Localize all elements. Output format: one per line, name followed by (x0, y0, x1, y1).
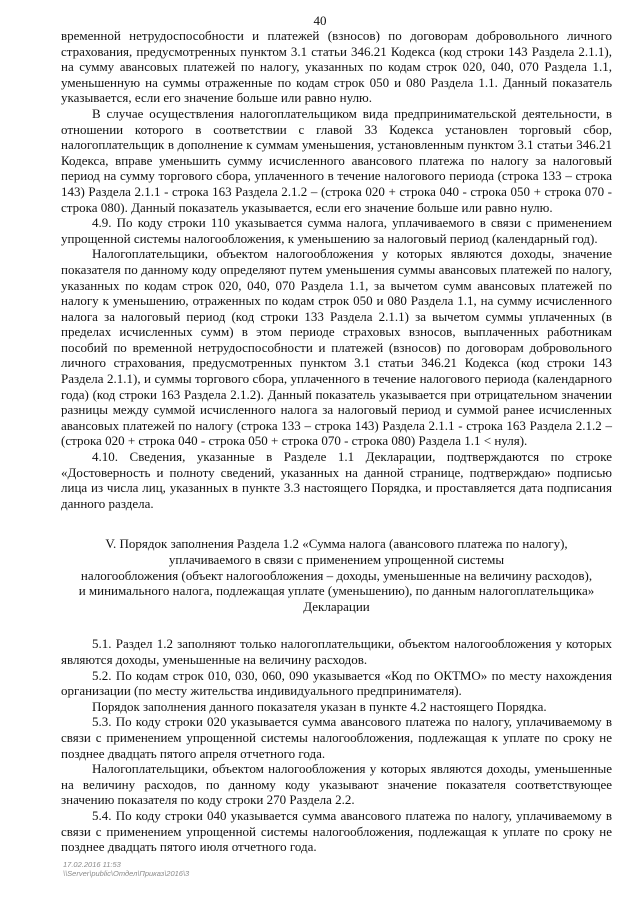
paragraph-5-2-order: Порядок заполнения данного показателя указан в пункте 4.2 настоящего Порядка. (92, 698, 547, 714)
body-text (61, 28, 612, 855)
section-heading-line: налогообложения (объект налогообложения – доходы, уменьшенные на величину расходов), (80, 567, 593, 583)
section-v-heading (61, 536, 612, 614)
paragraph-4-10: 4.10. Сведения, указанные в Разделе 1.1 Декларации, подтверждаются по строке «Достоверность и полноту сведений, указанных на данной странице, подтверждаю» подписью лица из числа лиц, указанных в пункте 3.3 настоящего Порядка, и проставляется дата подписания данного раздела. (61, 449, 612, 511)
section-heading-line: уплачиваемого в связи с применением упрощенной системы (168, 552, 505, 567)
paragraph-5-3: 5.3. По коду строки 020 указывается сумма авансового платежа по налогу, уплачиваемому в связи с применением упрощенной системы налогообложения, подлежащая к уплате по сроку не позднее двадцать пятого апреля отчетного года. (61, 714, 612, 761)
paragraph-4-9: 4.9. По коду строки 110 указывается сумма налога, уплачиваемого в связи с применением упрощенной системы налогообложения, к уменьшению за налоговый период (календарный год). (61, 215, 612, 246)
section-heading-line: V. Порядок заполнения Раздела 1.2 «Сумма налога (авансового платежа по налогу), (105, 536, 568, 552)
section-heading-line: Декларации (303, 598, 370, 614)
paragraph-4-9-taxpayers: Налогоплательщики, объектом налогообложения у которых являются доходы, значение показателя по данному коду определяют путем уменьшения суммы авансовых платежей по налогу, указанных по кодам строк 020, 040, 070 Раздела 1.1, за вычетом сумм авансовых платежей по налогу к уменьшению, отраженных по кодам строк 050 и 080 Раздела 1.1, на сумму исчисленного налога за налоговый период (код строки 133 Раздела 2.1.1) за вычетом суммы уплаченных (в пределах исчисленных сумм) в этом периоде страховых взносов, выплаченных работникам пособий по временной нетрудоспособности и платежей (взносов) по договорам добровольного личного страхования, предусмотренных пунктом 3.1 статьи 346.21 Кодекса (код строки 143 Раздела 2.1.1), и суммы торгового сбора, уплаченного в течение налогового периода (календарного года) (код строки 163 Раздела 2.1.2). Данный показатель указывается при отрицательном значении разницы между суммой исчисленного налога за налоговый период и суммой ранее исчисленных авансовых платежей по налогу (строка 133 – строка 143) Раздела 2.1.1 - строка 163 Раздела 2.1.2 – (строка 020 + строка 040 - строка 050 + строка 070 - строка 080) Раздела 1.1 < нуля). (61, 246, 612, 449)
section-heading-line: и минимального налога, подлежащая уплате (уменьшению), по данным налогоплательщика» (78, 583, 595, 599)
paragraph-5-3-taxpayers: Налогоплательщики, объектом налогообложения у которых являются доходы, уменьшенные на величину расходов, по данному коду указывают значение показателя соответствующее значению показателя по коду строки 270 Раздела 2.2. (61, 761, 612, 808)
footer-stamp-date: 17.02.2016 11:53 (63, 860, 121, 869)
paragraph-continuation: временной нетрудоспособности и платежей (взносов) по договорам добровольного личного страхования, предусмотренных пунктом 3.1 статьи 346.21 Кодекса (код строки 143 Раздела 2.1.1), на сумму авансовых платежей по налогу, указанных по кодам строк 020, 040, 070 Раздела 1.1, уменьшенную на суммы отраженные по кодам строк 050 и 080 Раздела 1.1. Данный показатель указывается, если его значение больше или равно нулю. (61, 28, 612, 106)
page-number: 40 (313, 13, 327, 28)
paragraph-5-2: 5.2. По кодам строк 010, 030, 060, 090 указывается «Код по ОКТМО» по месту нахождения организации (по месту жительства индивидуального предпринимателя). (61, 667, 612, 699)
paragraph-5-1: 5.1. Раздел 1.2 заполняют только налогоплательщики, объектом налогообложения у которых являются доходы, уменьшенные на величину расходов. (61, 636, 612, 667)
paragraph-5-4: 5.4. По коду строки 040 указывается сумма авансового платежа по налогу, уплачиваемому в связи с применением упрощенной системы налогообложения, подлежащая к уплате по сроку не позднее двадцать пятого июля отчетного года. (61, 807, 612, 855)
footer-file-stamp (63, 860, 189, 878)
paragraph-trade-fee: В случае осуществления налогоплательщиком вида предпринимательской деятельности, в отношении которого в соответствии с главой 33 Кодекса установлен торговый сбор, налогоплательщик в дополнение к суммам уменьшения, установленным пунктом 3.1 статьи 346.21 Кодекса, вправе уменьшить сумму исчисленного авансового платежа по налогу за налоговый период на сумму торгового сбора, уплаченного в течение налогового периода (строка 133 – строка 143) Раздела 2.1.1 - строка 163 Раздела 2.1.2 – (строка 020 + строка 040 - строка 050 + строка 070 - строка 080). Данный показатель указывается, если его значение больше или равно нулю. (61, 105, 612, 215)
footer-stamp-path: \\Server\public\Отдел\Приказ\2016\3 (63, 869, 190, 878)
